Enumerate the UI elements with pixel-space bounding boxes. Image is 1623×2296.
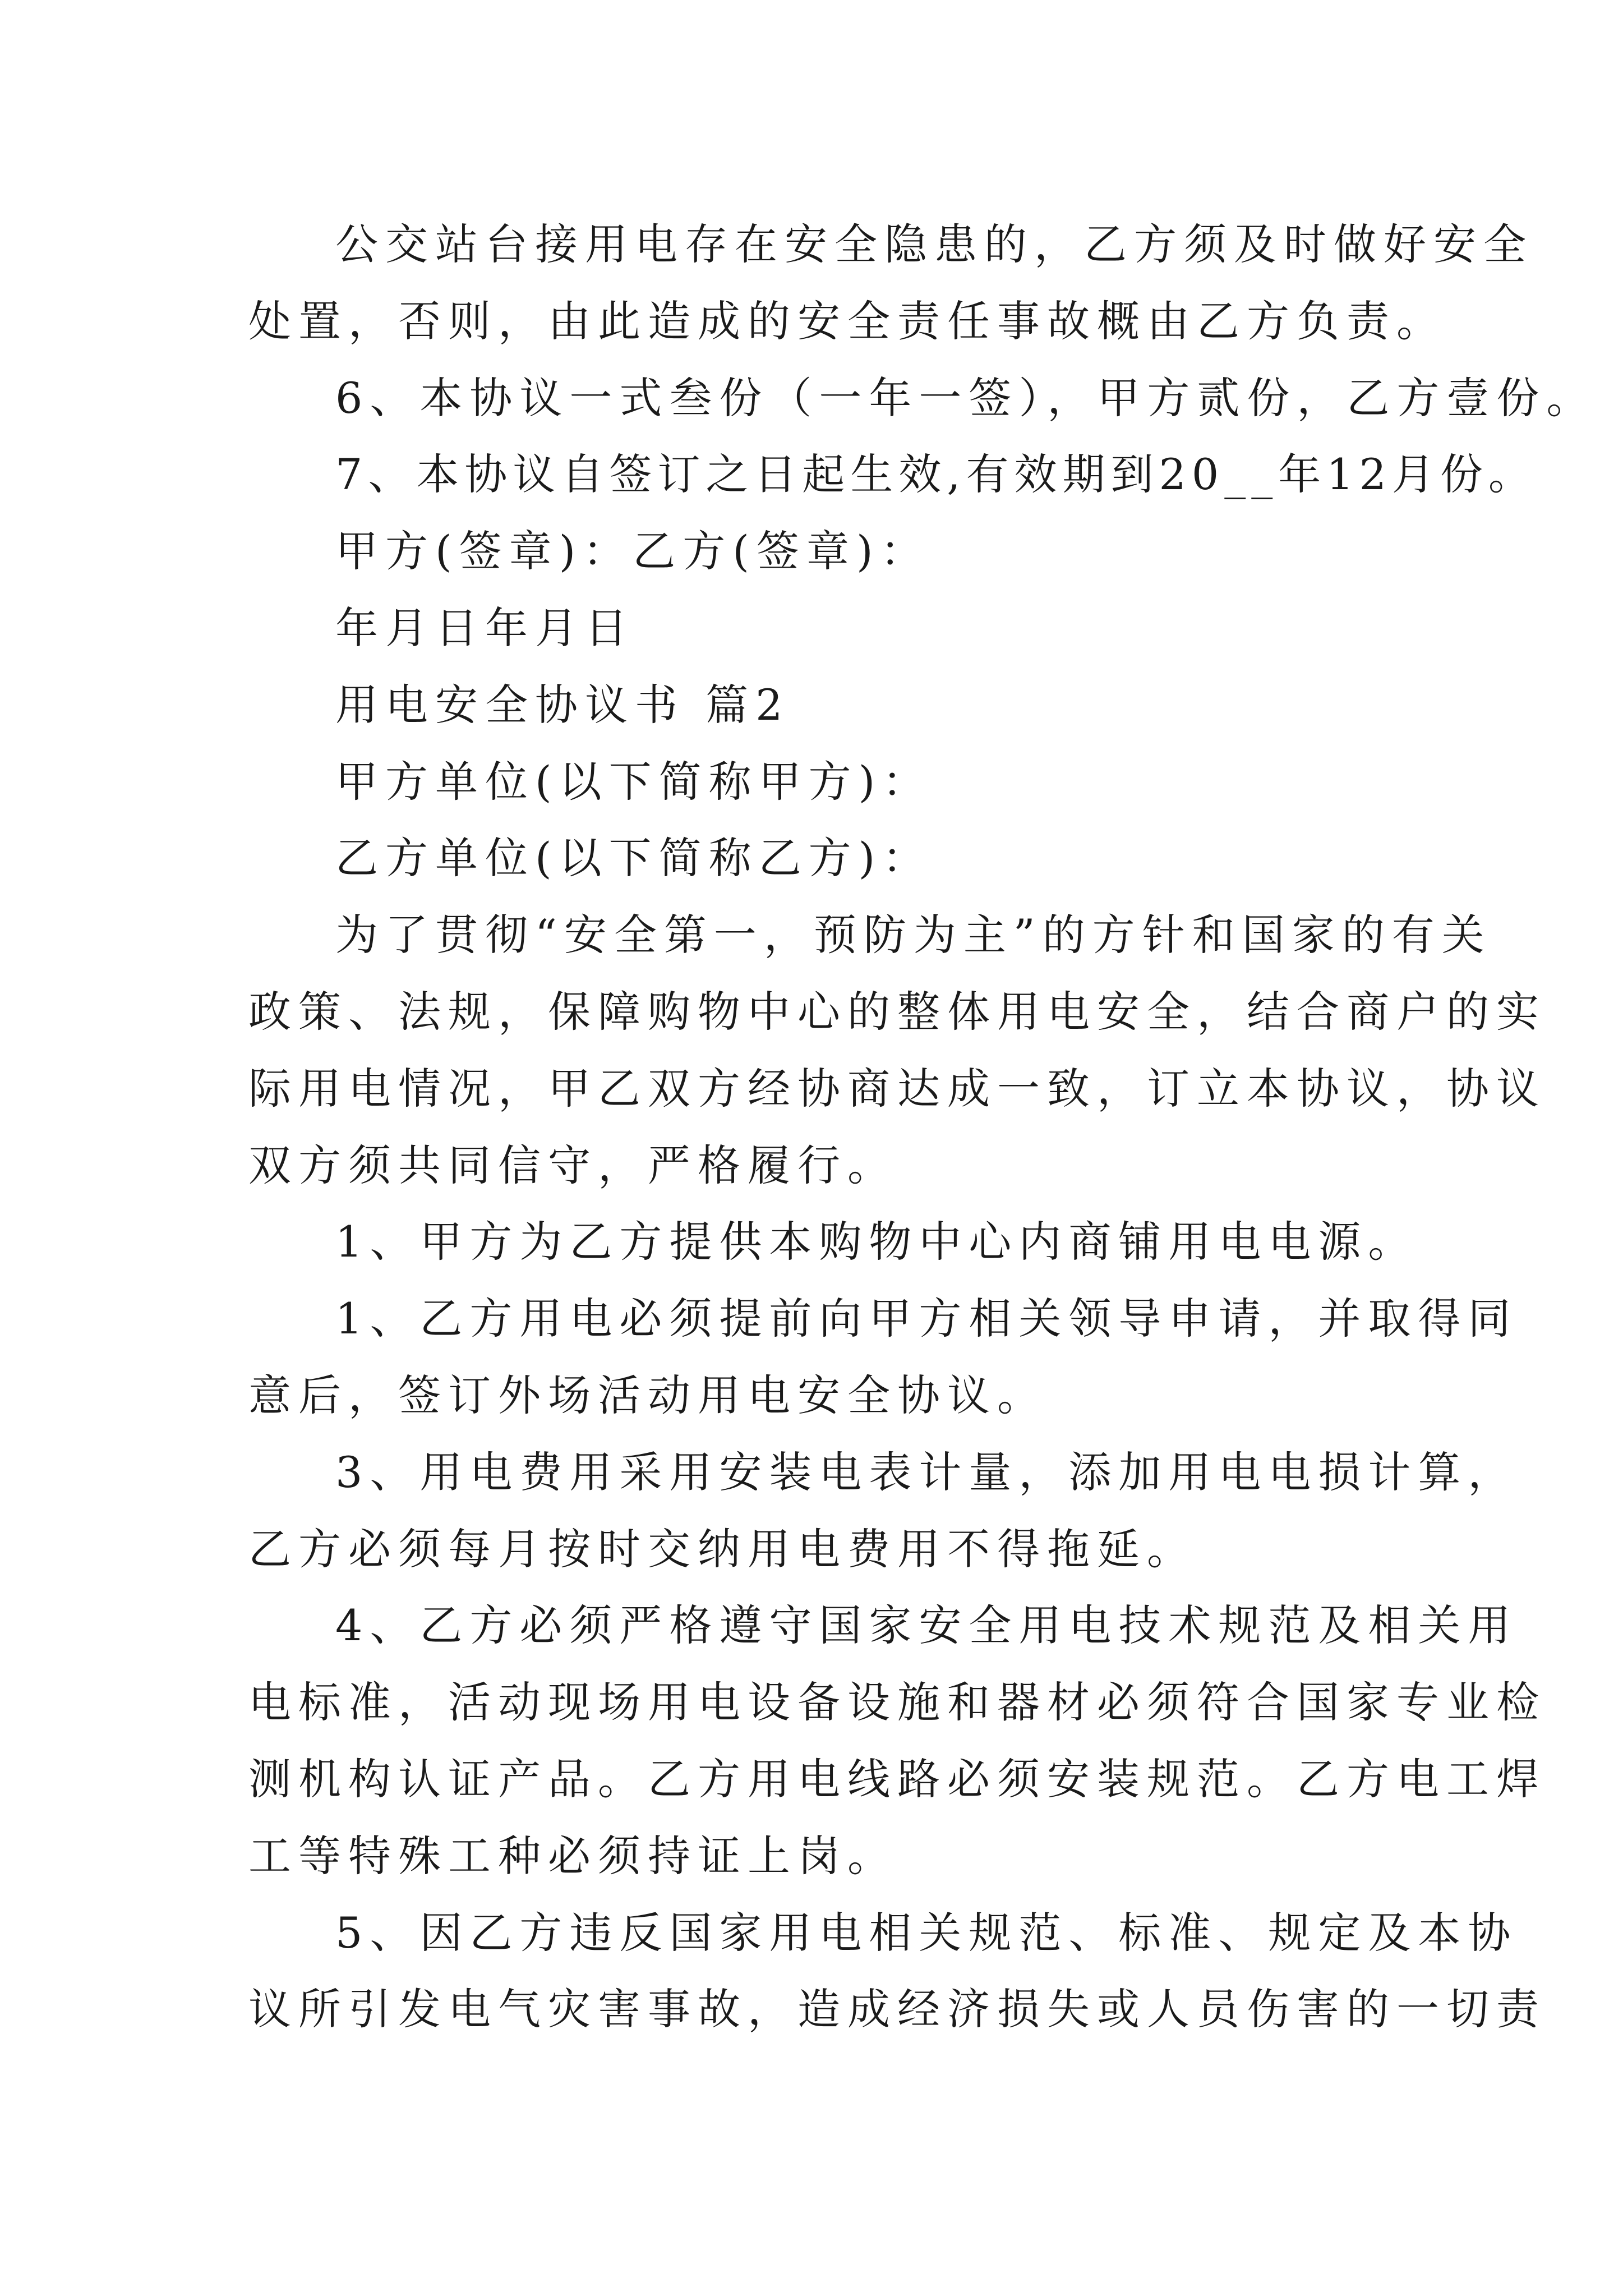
- paragraph-line: 处置，否则，由此造成的安全责任事故概由乙方负责。: [248, 296, 1446, 346]
- paragraph-line: 5、因乙方违反国家用电相关规范、标准、规定及本协: [335, 1908, 1518, 1958]
- party-a-line: 甲方单位(以下简称甲方)：: [335, 757, 933, 807]
- section-heading: 用电安全协议书 篇2: [335, 680, 790, 730]
- paragraph-line: 1、甲方为乙方提供本购物中心内商铺用电电源。: [335, 1217, 1418, 1267]
- paragraph-line: 双方须共同信守，严格履行。: [248, 1140, 897, 1190]
- paragraph-line: 政策、法规，保障购物中心的整体用电安全，结合商户的实: [248, 987, 1546, 1037]
- paragraph-line: 意后，签订外场活动用电安全协议。: [248, 1370, 1047, 1420]
- paragraph-line: 7、本协议自签订之日起生效,有效期到20__年12月份。: [335, 449, 1537, 499]
- paragraph-line: 议所引发电气灾害事故，造成经济损失或人员伤害的一切责: [248, 1984, 1546, 2034]
- paragraph-line: 际用电情况，甲乙双方经协商达成一致，订立本协议，协议: [248, 1064, 1546, 1114]
- paragraph-line: 4、乙方必须严格遵守国家安全用电技术规范及相关用: [335, 1600, 1518, 1650]
- paragraph-line: 为了贯彻“安全第一，预防为主”的方针和国家的有关: [335, 910, 1492, 960]
- paragraph-line: 工等特殊工种必须持证上岗。: [248, 1831, 897, 1881]
- signature-line: 甲方(签章)：乙方(签章)：: [335, 526, 930, 576]
- paragraph-line: 电标准，活动现场用电设备设施和器材必须符合国家专业检: [248, 1677, 1546, 1727]
- paragraph-line: 乙方必须每月按时交纳用电费用不得拖延。: [248, 1524, 1197, 1574]
- party-b-line: 乙方单位(以下简称乙方)：: [335, 833, 933, 883]
- paragraph-line: 6、本协议一式叁份（一年一签），甲方贰份，乙方壹份。: [335, 373, 1597, 423]
- date-line: 年月日年月日: [335, 603, 635, 653]
- paragraph-line: 公交站台接用电存在安全隐患的，乙方须及时做好安全: [335, 219, 1533, 269]
- paragraph-line: 1、乙方用电必须提前向甲方相关领导申请，并取得同: [335, 1294, 1518, 1343]
- paragraph-line: 3、用电费用采用安装电表计量，添加用电电损计算，: [335, 1447, 1518, 1497]
- paragraph-line: 测机构认证产品。乙方用电线路必须安装规范。乙方电工焊: [248, 1754, 1546, 1804]
